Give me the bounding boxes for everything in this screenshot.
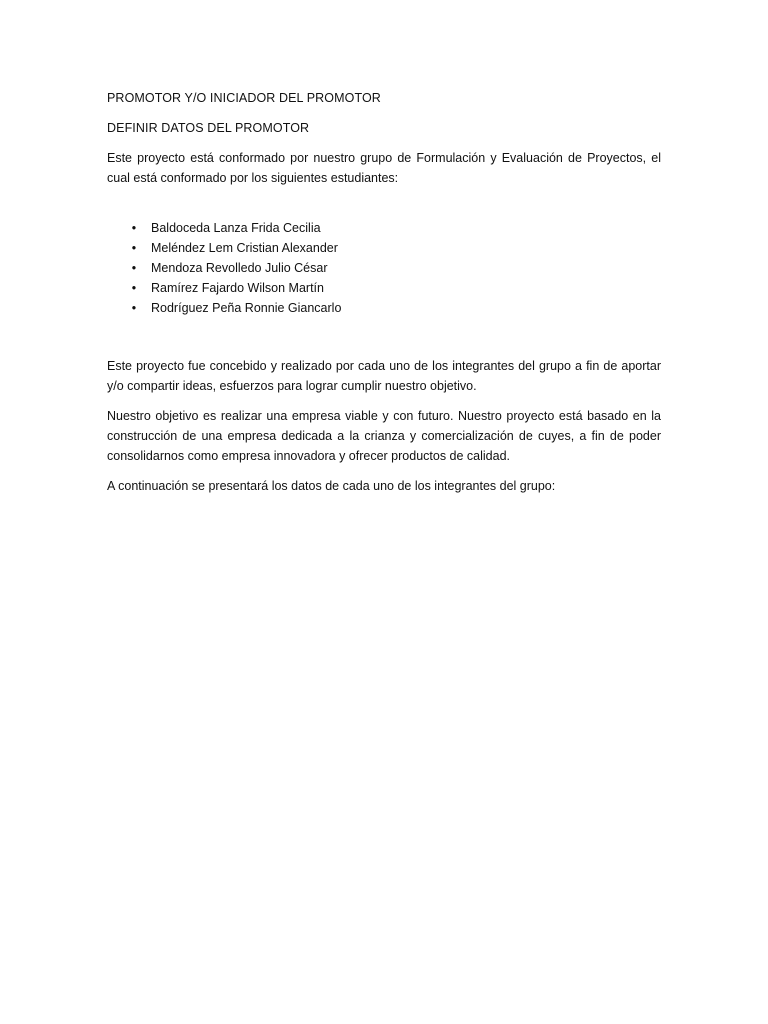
list-item [107,258,661,278]
bullet-icon: • [131,221,137,235]
list-item [107,298,661,318]
student-name: Ramírez Fajardo Wilson Martín [151,281,324,295]
bullet-icon: • [131,241,137,255]
student-name: Mendoza Revolledo Julio César [151,261,328,275]
objective-paragraph: Nuestro objetivo es realizar una empresa viable y con futuro. Nuestro proyecto está basado en la construcción de una empresa dedicada a la crianza y comercialización de cuyes, a fin de poder consolidarnos como empresa innovadora y ofrecer productos de calidad. [107,409,661,463]
document-content [107,88,661,496]
section-heading-promotor: PROMOTOR Y/O INICIADOR DEL PROMOTOR [107,91,381,105]
bullet-icon: • [131,261,137,275]
concept-paragraph: Este proyecto fue concebido y realizado por cada uno de los integrantes del grupo a fin de aportar y/o compartir ideas, esfuerzos para lograr cumplir nuestro objetivo. [107,359,661,393]
list-item [107,218,661,238]
intro-paragraph: Este proyecto está conformado por nuestro grupo de Formulación y Evaluación de Proyectos, el cual está conformado por los siguientes estudiantes: [107,151,661,185]
section-heading-datos: DEFINIR DATOS DEL PROMOTOR [107,121,310,135]
student-name: Rodríguez Peña Ronnie Giancarlo [151,301,342,315]
next-section-paragraph: A continuación se presentará los datos de cada uno de los integrantes del grupo: [107,479,556,493]
student-name: Meléndez Lem Cristian Alexander [151,241,338,255]
student-name: Baldoceda Lanza Frida Cecilia [151,221,321,235]
bullet-icon: • [131,301,137,315]
list-item [107,238,661,258]
list-item [107,278,661,298]
bullet-icon: • [131,281,137,295]
student-list [107,218,661,318]
